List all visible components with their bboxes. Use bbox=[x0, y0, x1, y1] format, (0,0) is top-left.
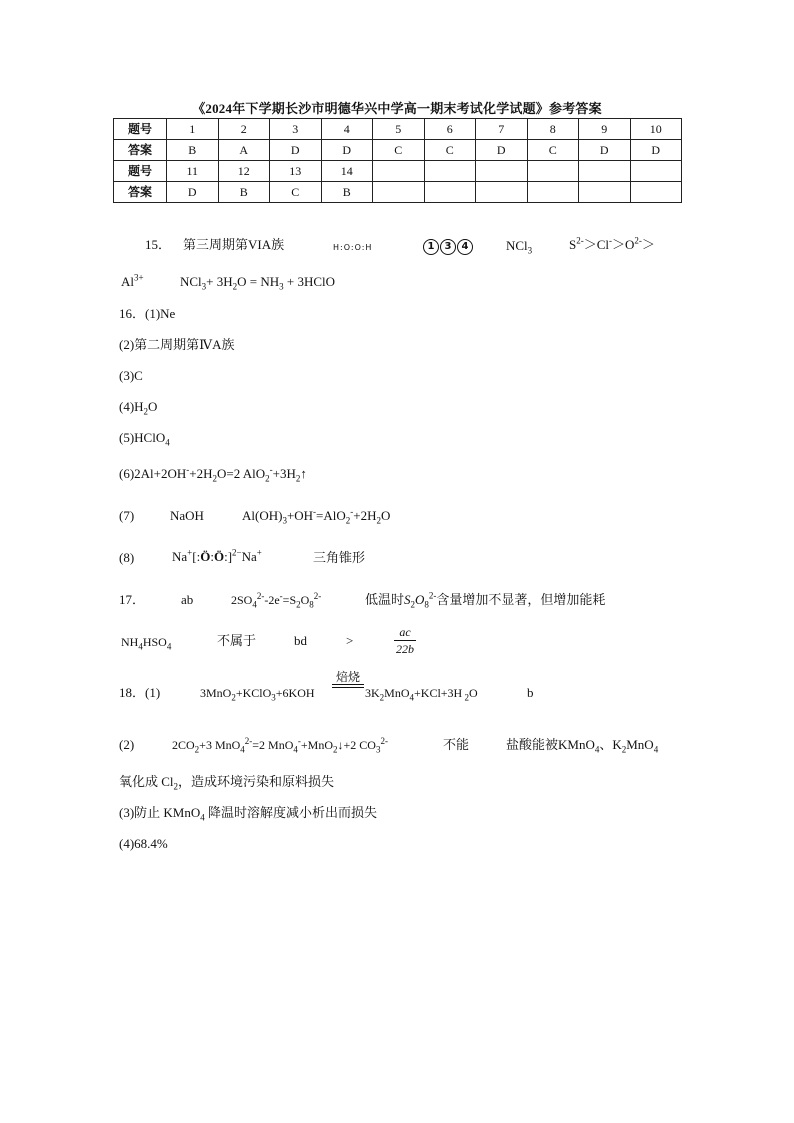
table-cell: 5 bbox=[373, 119, 425, 140]
fraction bbox=[394, 624, 416, 657]
q16-line-3: (3)C bbox=[119, 368, 143, 383]
q16-line-7-b: $Al(OH)_3+OH^-=AlO_2^-+2H_2O$ bbox=[242, 506, 391, 526]
condition-text: 焙烧 bbox=[335, 670, 360, 684]
q16-line-8-b: 三角锥形 bbox=[313, 550, 366, 565]
q16-line-2: (2)第二周期第ⅣA族 bbox=[119, 337, 235, 352]
fraction-numerator: ac bbox=[394, 624, 416, 641]
q17-fraction bbox=[394, 624, 416, 657]
q18-line-2-cont: 氧化成 $Cl_2$，造成环境污染和原料损失 bbox=[119, 774, 335, 792]
table-row bbox=[114, 119, 682, 140]
table-cell: D bbox=[476, 140, 528, 161]
table-cell: D bbox=[579, 140, 631, 161]
answer-table bbox=[113, 118, 682, 203]
circled-number: 1 bbox=[423, 239, 439, 255]
q15-answer-1: 第三周期第VIA族 bbox=[183, 237, 285, 252]
q17-answer-3: 低温时$S_2O_8^{2-}$含量增加不显著，但增加能耗 bbox=[365, 590, 606, 610]
table-cell bbox=[630, 182, 682, 203]
q16-line-7-a: NaOH bbox=[170, 508, 204, 523]
table-cell bbox=[579, 182, 631, 203]
double-line-icon bbox=[332, 684, 364, 688]
table-cell: 13 bbox=[270, 161, 322, 182]
q18-line-3: (3)防止 KMnO$_4$ 降温时溶解度减小析出而损失 bbox=[119, 805, 378, 823]
table-cell bbox=[527, 161, 579, 182]
q16-line-7-num: (7) bbox=[119, 508, 135, 523]
q18-line-1-answer: b bbox=[527, 685, 534, 700]
table-cell: C bbox=[373, 140, 425, 161]
ncl3-text: NCl bbox=[506, 238, 528, 253]
table-cell: 9 bbox=[579, 119, 631, 140]
q16-line-1: 16．(1)Ne bbox=[119, 306, 176, 321]
q17-answer-7: > bbox=[346, 633, 354, 648]
table-row bbox=[114, 140, 682, 161]
q15-answer-6: $NCl_3+ 3H_2O = NH_3$ + 3HClO bbox=[180, 274, 336, 292]
table-cell: 14 bbox=[321, 161, 373, 182]
table-cell bbox=[476, 161, 528, 182]
q18-line-2-b: 盐酸能被KMnO$_4$、$K_2MnO_4$ bbox=[506, 737, 659, 755]
table-cell: 1 bbox=[167, 119, 219, 140]
q18-line-1-condition bbox=[331, 669, 365, 688]
q17-answer-6: bd bbox=[294, 633, 307, 648]
circled-number: 4 bbox=[457, 239, 473, 255]
table-row-header: 答案 bbox=[114, 182, 167, 203]
q17-number: 17． bbox=[119, 592, 146, 607]
q15-line-1 bbox=[145, 237, 171, 253]
table-cell: D bbox=[167, 182, 219, 203]
table-cell bbox=[527, 182, 579, 203]
q18-line-4: (4)68.4% bbox=[119, 836, 168, 851]
fraction-denominator: 22b bbox=[396, 642, 414, 656]
q18-line-1-num: 18．(1) bbox=[119, 685, 161, 700]
q17-a3-pre: 低温时 bbox=[365, 592, 405, 607]
table-cell: B bbox=[167, 140, 219, 161]
q17-answer-5: 不属于 bbox=[217, 633, 257, 648]
q16-line-8-num: (8) bbox=[119, 550, 135, 565]
q18-line-1-left: 3MnO$_2$+KClO$_3$+6KOH bbox=[200, 686, 315, 703]
q18-line-2-a: 不能 bbox=[443, 737, 470, 752]
table-cell: 2 bbox=[218, 119, 270, 140]
q16-line-8-a: Na+[:Ö:Ö:]$^{2-}$Na+ bbox=[172, 547, 262, 564]
q15-answer-5: $S^{2-}>Cl^->O^{2-}>$ bbox=[569, 235, 655, 252]
q18-line-2-num: (2) bbox=[119, 737, 135, 752]
table-cell bbox=[424, 182, 476, 203]
table-cell bbox=[476, 182, 528, 203]
table-row bbox=[114, 161, 682, 182]
q17-answer-4: $NH_4HSO_4$ bbox=[121, 635, 172, 652]
q17-answer-2: $2SO_4^{2-}-2e^-=S_2O_8^{2-}$ bbox=[231, 591, 322, 610]
q15-line-2: $Al^{3+}$ bbox=[121, 272, 144, 289]
table-row-header: 题号 bbox=[114, 119, 167, 140]
circled-number: 3 bbox=[440, 239, 456, 255]
table-cell: 11 bbox=[167, 161, 219, 182]
q16-line-5: (5)HClO$_4$ bbox=[119, 430, 170, 448]
q15-number: 15． bbox=[145, 237, 172, 252]
table-cell: B bbox=[321, 182, 373, 203]
table-cell bbox=[579, 161, 631, 182]
q16-line-4: $(4)H_2O$ bbox=[119, 399, 158, 417]
h2o2-electron-formula: H:O:O:H bbox=[333, 243, 373, 252]
table-cell: D bbox=[321, 140, 373, 161]
q15-circled-answers bbox=[423, 237, 474, 255]
reaction-condition bbox=[331, 671, 365, 688]
q18-line-1-right: $3K_2MnO_4+KCl+3H$ $_2$O bbox=[365, 686, 478, 703]
table-row-header: 题号 bbox=[114, 161, 167, 182]
table-cell: 10 bbox=[630, 119, 682, 140]
q18-line-2-eq: $2CO_2+3$ MnO$_4^{2-}$=2 MnO$_4$-+MnO$_2$↓+2 $CO_3^{2-}$ bbox=[172, 736, 388, 755]
table-cell: B bbox=[218, 182, 270, 203]
table-cell: D bbox=[630, 140, 682, 161]
table-cell bbox=[373, 161, 425, 182]
table-cell: 4 bbox=[321, 119, 373, 140]
table-row bbox=[114, 182, 682, 203]
table-cell bbox=[373, 182, 425, 203]
page-title: 《2024年下学期长沙市明德华兴中学高一期末考试化学试题》参考答案 bbox=[192, 101, 602, 116]
table-cell: 8 bbox=[527, 119, 579, 140]
table-cell: D bbox=[270, 140, 322, 161]
q17-answer-1: ab bbox=[181, 592, 194, 607]
table-cell bbox=[424, 161, 476, 182]
table-cell: C bbox=[527, 140, 579, 161]
q15-answer-4 bbox=[506, 238, 532, 254]
table-cell: 7 bbox=[476, 119, 528, 140]
q15-electron-formula bbox=[333, 238, 372, 256]
table-cell bbox=[630, 161, 682, 182]
table-cell: 6 bbox=[424, 119, 476, 140]
table-cell: A bbox=[218, 140, 270, 161]
table-row-header: 答案 bbox=[114, 140, 167, 161]
q17-a3-post: 含量增加不显著，但增加能耗 bbox=[436, 592, 606, 607]
q16-line-6: $(6)2Al+2OH^-+2H_2O=2$ $AlO_2^-+3H_2↑$ bbox=[119, 464, 307, 484]
table-cell: 3 bbox=[270, 119, 322, 140]
table-cell: C bbox=[270, 182, 322, 203]
ncl3-subscript: 3 bbox=[527, 245, 533, 256]
table-cell: 12 bbox=[218, 161, 270, 182]
table-cell: C bbox=[424, 140, 476, 161]
